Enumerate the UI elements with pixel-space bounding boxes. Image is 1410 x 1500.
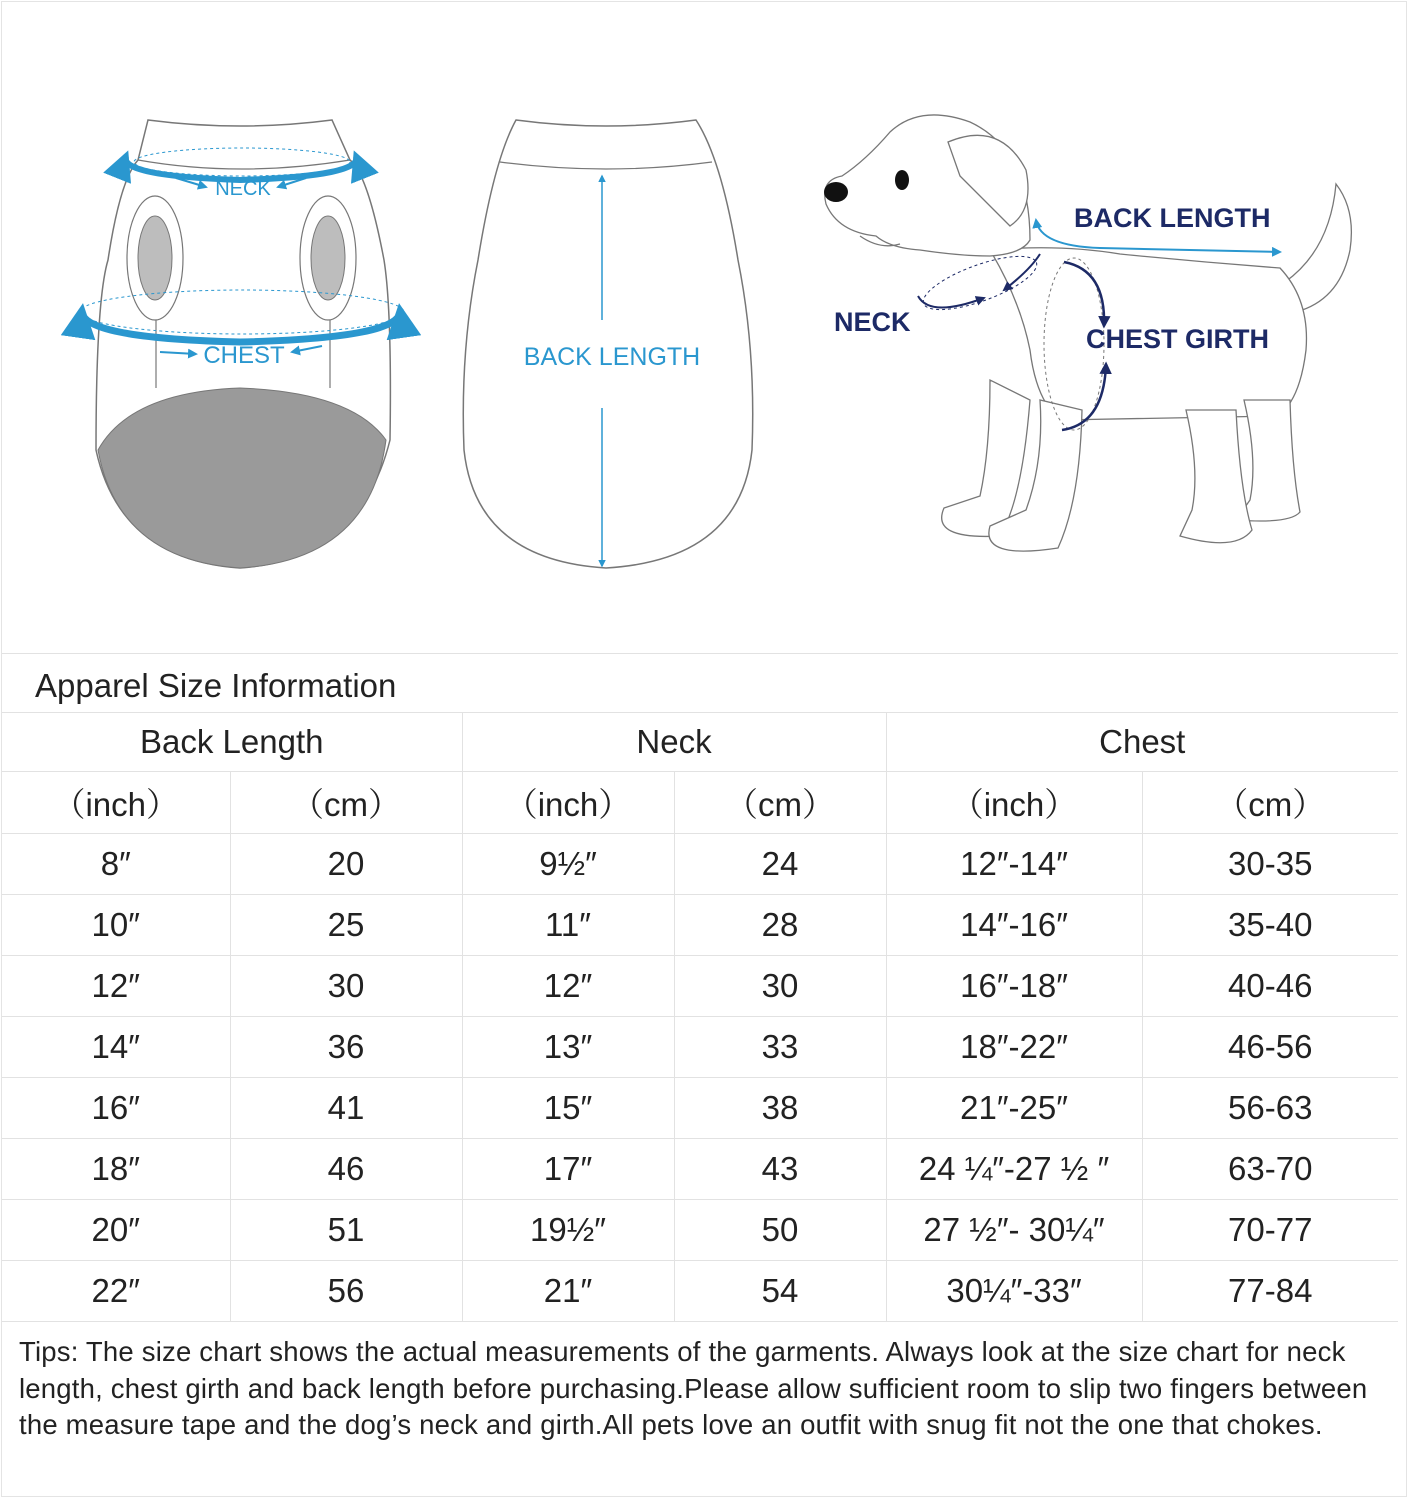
cell-chest-inch: 14″-16″ — [886, 895, 1142, 956]
dog-chest-girth-label: CHEST GIRTH — [1086, 324, 1270, 354]
cell-chest-inch: 21″-25″ — [886, 1078, 1142, 1139]
unit-header: （inch） — [462, 772, 674, 834]
group-header-neck: Neck — [462, 713, 886, 772]
cell-chest-cm: 35-40 — [1142, 895, 1398, 956]
garment-back — [463, 120, 752, 568]
table-row — [2, 895, 1398, 956]
cell-neck-inch: 15″ — [462, 1078, 674, 1139]
size-table-title: Apparel Size Information — [2, 653, 1398, 713]
cell-back-inch: 12″ — [2, 956, 230, 1017]
cell-neck-inch: 19½″ — [462, 1200, 674, 1261]
cell-back-cm: 36 — [230, 1017, 462, 1078]
cell-chest-inch: 30¼″-33″ — [886, 1261, 1142, 1322]
dog-back-length-label: BACK LENGTH — [1074, 203, 1271, 233]
cell-chest-inch: 18″-22″ — [886, 1017, 1142, 1078]
cell-chest-cm: 30-35 — [1142, 834, 1398, 895]
cell-neck-cm: 54 — [674, 1261, 886, 1322]
cell-chest-cm: 46-56 — [1142, 1017, 1398, 1078]
cell-back-inch: 8″ — [2, 834, 230, 895]
cell-back-inch: 14″ — [2, 1017, 230, 1078]
measurement-diagrams — [0, 0, 1410, 650]
cell-neck-cm: 28 — [674, 895, 886, 956]
table-row — [2, 956, 1398, 1017]
cell-neck-cm: 50 — [674, 1200, 886, 1261]
unit-header: （cm） — [230, 772, 462, 834]
cell-neck-inch: 11″ — [462, 895, 674, 956]
unit-header: （cm） — [1142, 772, 1398, 834]
dog-neck-arc — [918, 296, 984, 308]
unit-header: （inch） — [2, 772, 230, 834]
cell-neck-inch: 9½″ — [462, 834, 674, 895]
cell-chest-cm: 70-77 — [1142, 1200, 1398, 1261]
cell-neck-inch: 21″ — [462, 1261, 674, 1322]
unit-header: （inch） — [886, 772, 1142, 834]
group-header-back-length: Back Length — [2, 713, 462, 772]
cell-neck-inch: 17″ — [462, 1139, 674, 1200]
cell-back-cm: 30 — [230, 956, 462, 1017]
table-row — [2, 1139, 1398, 1200]
cell-chest-inch: 24 ¼″-27 ½ ″ — [886, 1139, 1142, 1200]
front-chest-label: CHEST — [203, 342, 285, 369]
cell-chest-inch: 27 ½″- 30¼″ — [886, 1200, 1142, 1261]
dog-neck-label: NECK — [834, 307, 911, 337]
cell-back-inch: 18″ — [2, 1139, 230, 1200]
cell-back-cm: 20 — [230, 834, 462, 895]
cell-chest-inch: 12″-14″ — [886, 834, 1142, 895]
cell-chest-cm: 63-70 — [1142, 1139, 1398, 1200]
table-row — [2, 1200, 1398, 1261]
diagram-svg — [0, 0, 1410, 650]
unit-header-row — [2, 772, 1398, 834]
garment-belly-panel — [98, 388, 386, 568]
cell-chest-cm: 40-46 — [1142, 956, 1398, 1017]
cell-back-cm: 25 — [230, 895, 462, 956]
cell-neck-cm: 43 — [674, 1139, 886, 1200]
table-row — [2, 1017, 1398, 1078]
cell-back-cm: 51 — [230, 1200, 462, 1261]
cell-back-cm: 56 — [230, 1261, 462, 1322]
cell-back-inch: 20″ — [2, 1200, 230, 1261]
cell-chest-inch: 16″-18″ — [886, 956, 1142, 1017]
size-table — [2, 713, 1398, 1322]
front-neck-label: NECK — [215, 178, 271, 200]
back-length-label: BACK LENGTH — [523, 343, 701, 371]
cell-neck-cm: 30 — [674, 956, 886, 1017]
cell-neck-inch: 13″ — [462, 1017, 674, 1078]
cell-back-cm: 46 — [230, 1139, 462, 1200]
cell-back-inch: 22″ — [2, 1261, 230, 1322]
table-row — [2, 1261, 1398, 1322]
group-header-row — [2, 713, 1398, 772]
cell-neck-cm: 38 — [674, 1078, 886, 1139]
sizing-tips: Tips: The size chart shows the actual measurements of the garments. Always look at the size chart for neck length, chest girth and back length before purchasing.Please allow sufficient room to slip two fingers between the measure tape and the dog’s neck and girth.All pets love an outfit with snug fit not the one that chokes. — [19, 1336, 1368, 1440]
cell-neck-cm: 24 — [674, 834, 886, 895]
unit-header: （cm） — [674, 772, 886, 834]
cell-back-cm: 41 — [230, 1078, 462, 1139]
cell-back-inch: 10″ — [2, 895, 230, 956]
cell-chest-cm: 56-63 — [1142, 1078, 1398, 1139]
cell-chest-cm: 77-84 — [1142, 1261, 1398, 1322]
cell-back-inch: 16″ — [2, 1078, 230, 1139]
cell-neck-inch: 12″ — [462, 956, 674, 1017]
table-row — [2, 1078, 1398, 1139]
group-header-chest: Chest — [886, 713, 1398, 772]
garment-front — [80, 120, 404, 568]
table-row — [2, 834, 1398, 895]
cell-neck-cm: 33 — [674, 1017, 886, 1078]
size-information-section — [2, 653, 1398, 1322]
